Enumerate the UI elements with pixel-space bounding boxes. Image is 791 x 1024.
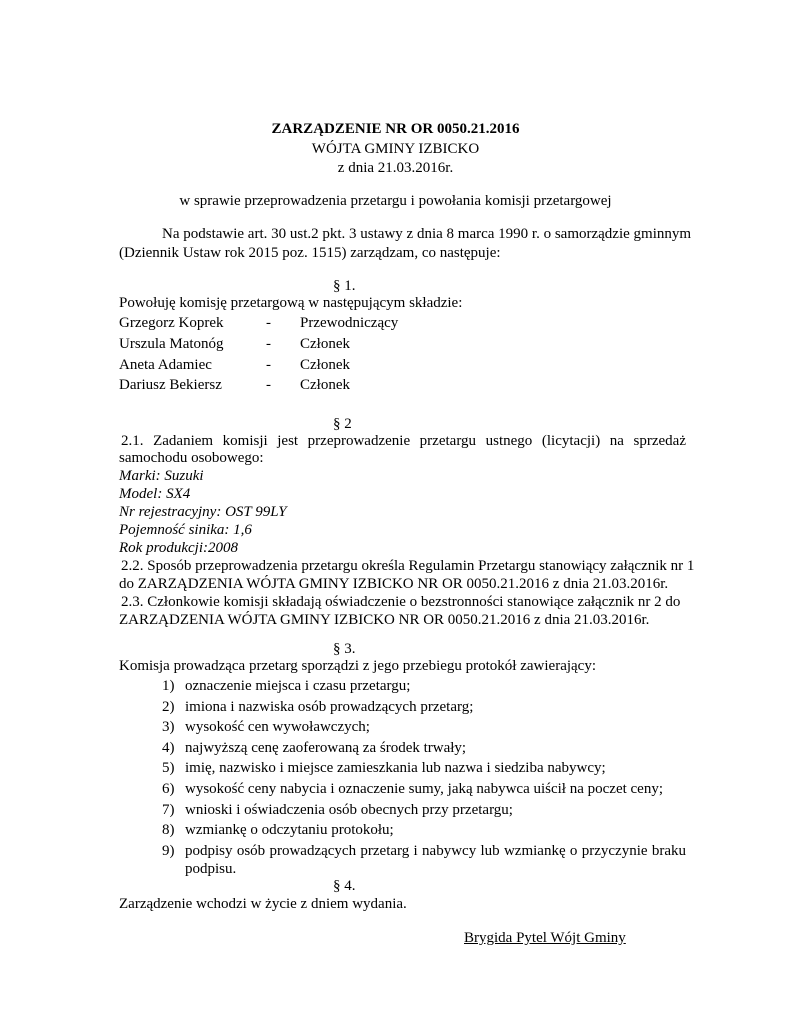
document-date: z dnia 21.03.2016r.: [337, 160, 454, 176]
list-item-number: 9): [162, 843, 175, 859]
paragraph-2-3-line-1: 2.3. Członkowie komisji składają oświadczenie o bezstronności stanowiące załącznik nr 2 do: [121, 594, 681, 610]
member-name: Aneta Adamiec: [119, 357, 212, 373]
vehicle-model: Model: SX4: [119, 486, 191, 502]
vehicle-registration: Nr rejestracyjny: OST 99LY: [119, 504, 287, 520]
list-item-number: 7): [162, 802, 175, 818]
list-item: oznaczenie miejsca i czasu przetargu;: [185, 678, 411, 694]
preamble-line-2: (Dziennik Ustaw rok 2015 poz. 1515) zarządzam, co następuje:: [119, 245, 501, 261]
vehicle-year: Rok produkcji:2008: [119, 540, 238, 556]
member-name: Grzegorz Koprek: [119, 315, 224, 331]
section-3-heading: § 3.: [333, 641, 356, 657]
document-title: ZARZĄDZENIE NR OR 0050.21.2016: [271, 121, 520, 137]
document-issuer: WÓJTA GMINY IZBICKO: [311, 141, 480, 157]
member-dash: -: [266, 315, 271, 331]
member-dash: -: [266, 336, 271, 352]
signature: Brygida Pytel Wójt Gminy: [464, 930, 626, 946]
list-item-number: 2): [162, 699, 175, 715]
paragraph-2-1-line-2: samochodu osobowego:: [119, 450, 264, 466]
list-item: najwyższą cenę zaoferowaną za środek trwały;: [185, 740, 467, 756]
paragraph-2-3-line-2: ZARZĄDZENIA WÓJTA GMINY IZBICKO NR OR 0050.21.2016 z dnia 21.03.2016r.: [119, 612, 650, 628]
list-item-number: 1): [162, 678, 175, 694]
list-item-number: 6): [162, 781, 175, 797]
list-item: imię, nazwisko i miejsce zamieszkania lub nazwa i siedziba nabywcy;: [185, 760, 606, 776]
preamble-line-1: Na podstawie art. 30 ust.2 pkt. 3 ustawy z dnia 8 marca 1990 r. o samorządzie gminnym: [162, 226, 692, 242]
list-item-number: 8): [162, 822, 175, 838]
list-item: wysokość cen wywoławczych;: [185, 719, 370, 735]
section-2-heading: § 2: [333, 416, 352, 432]
paragraph-2-1-line-1: 2.1. Zadaniem komisji jest przeprowadzenie przetargu ustnego (licytacji) na sprzedaż: [121, 433, 686, 449]
list-item: imiona i nazwiska osób prowadzących przetarg;: [185, 699, 474, 715]
member-dash: -: [266, 377, 271, 393]
section-3-intro: Komisja prowadząca przetarg sporządzi z jego przebiegu protokół zawierający:: [119, 658, 597, 674]
list-item: wzmiankę o odczytaniu protokołu;: [185, 822, 394, 838]
member-role: Członek: [300, 336, 350, 352]
member-role: Członek: [300, 357, 350, 373]
member-role: Członek: [300, 377, 350, 393]
member-name: Urszula Matonóg: [119, 336, 224, 352]
list-item-number: 4): [162, 740, 175, 756]
section-4-heading: § 4.: [333, 878, 356, 894]
list-item-number: 3): [162, 719, 175, 735]
list-item-continuation: podpisu.: [185, 861, 237, 877]
member-dash: -: [266, 357, 271, 373]
list-item: podpisy osób prowadzących przetarg i nabywcy lub wzmiankę o przyczynie braku: [185, 843, 686, 859]
vehicle-engine: Pojemność sinika: 1,6: [119, 522, 252, 538]
section-1-heading: § 1.: [333, 278, 356, 294]
section-4-text: Zarządzenie wchodzi w życie z dniem wydania.: [119, 896, 407, 912]
list-item-number: 5): [162, 760, 175, 776]
list-item: wysokość ceny nabycia i oznaczenie sumy, jaką nabywca uiścił na poczet ceny;: [185, 781, 664, 797]
vehicle-make: Marki: Suzuki: [119, 468, 204, 484]
paragraph-2-2-line-2: do ZARZĄDZENIA WÓJTA GMINY IZBICKO NR OR 0050.21.2016 z dnia 21.03.2016r.: [119, 576, 669, 592]
section-1-intro: Powołuję komisję przetargową w następującym składzie:: [119, 295, 463, 311]
list-item: wnioski i oświadczenia osób obecnych przy przetargu;: [185, 802, 513, 818]
member-role: Przewodniczący: [300, 315, 399, 331]
paragraph-2-2-line-1: 2.2. Sposób przeprowadzenia przetargu określa Regulamin Przetargu stanowiący załącznik nr 1: [121, 558, 695, 574]
document-subject: w sprawie przeprowadzenia przetargu i powołania komisji przetargowej: [179, 193, 612, 209]
member-name: Dariusz Bekiersz: [119, 377, 222, 393]
